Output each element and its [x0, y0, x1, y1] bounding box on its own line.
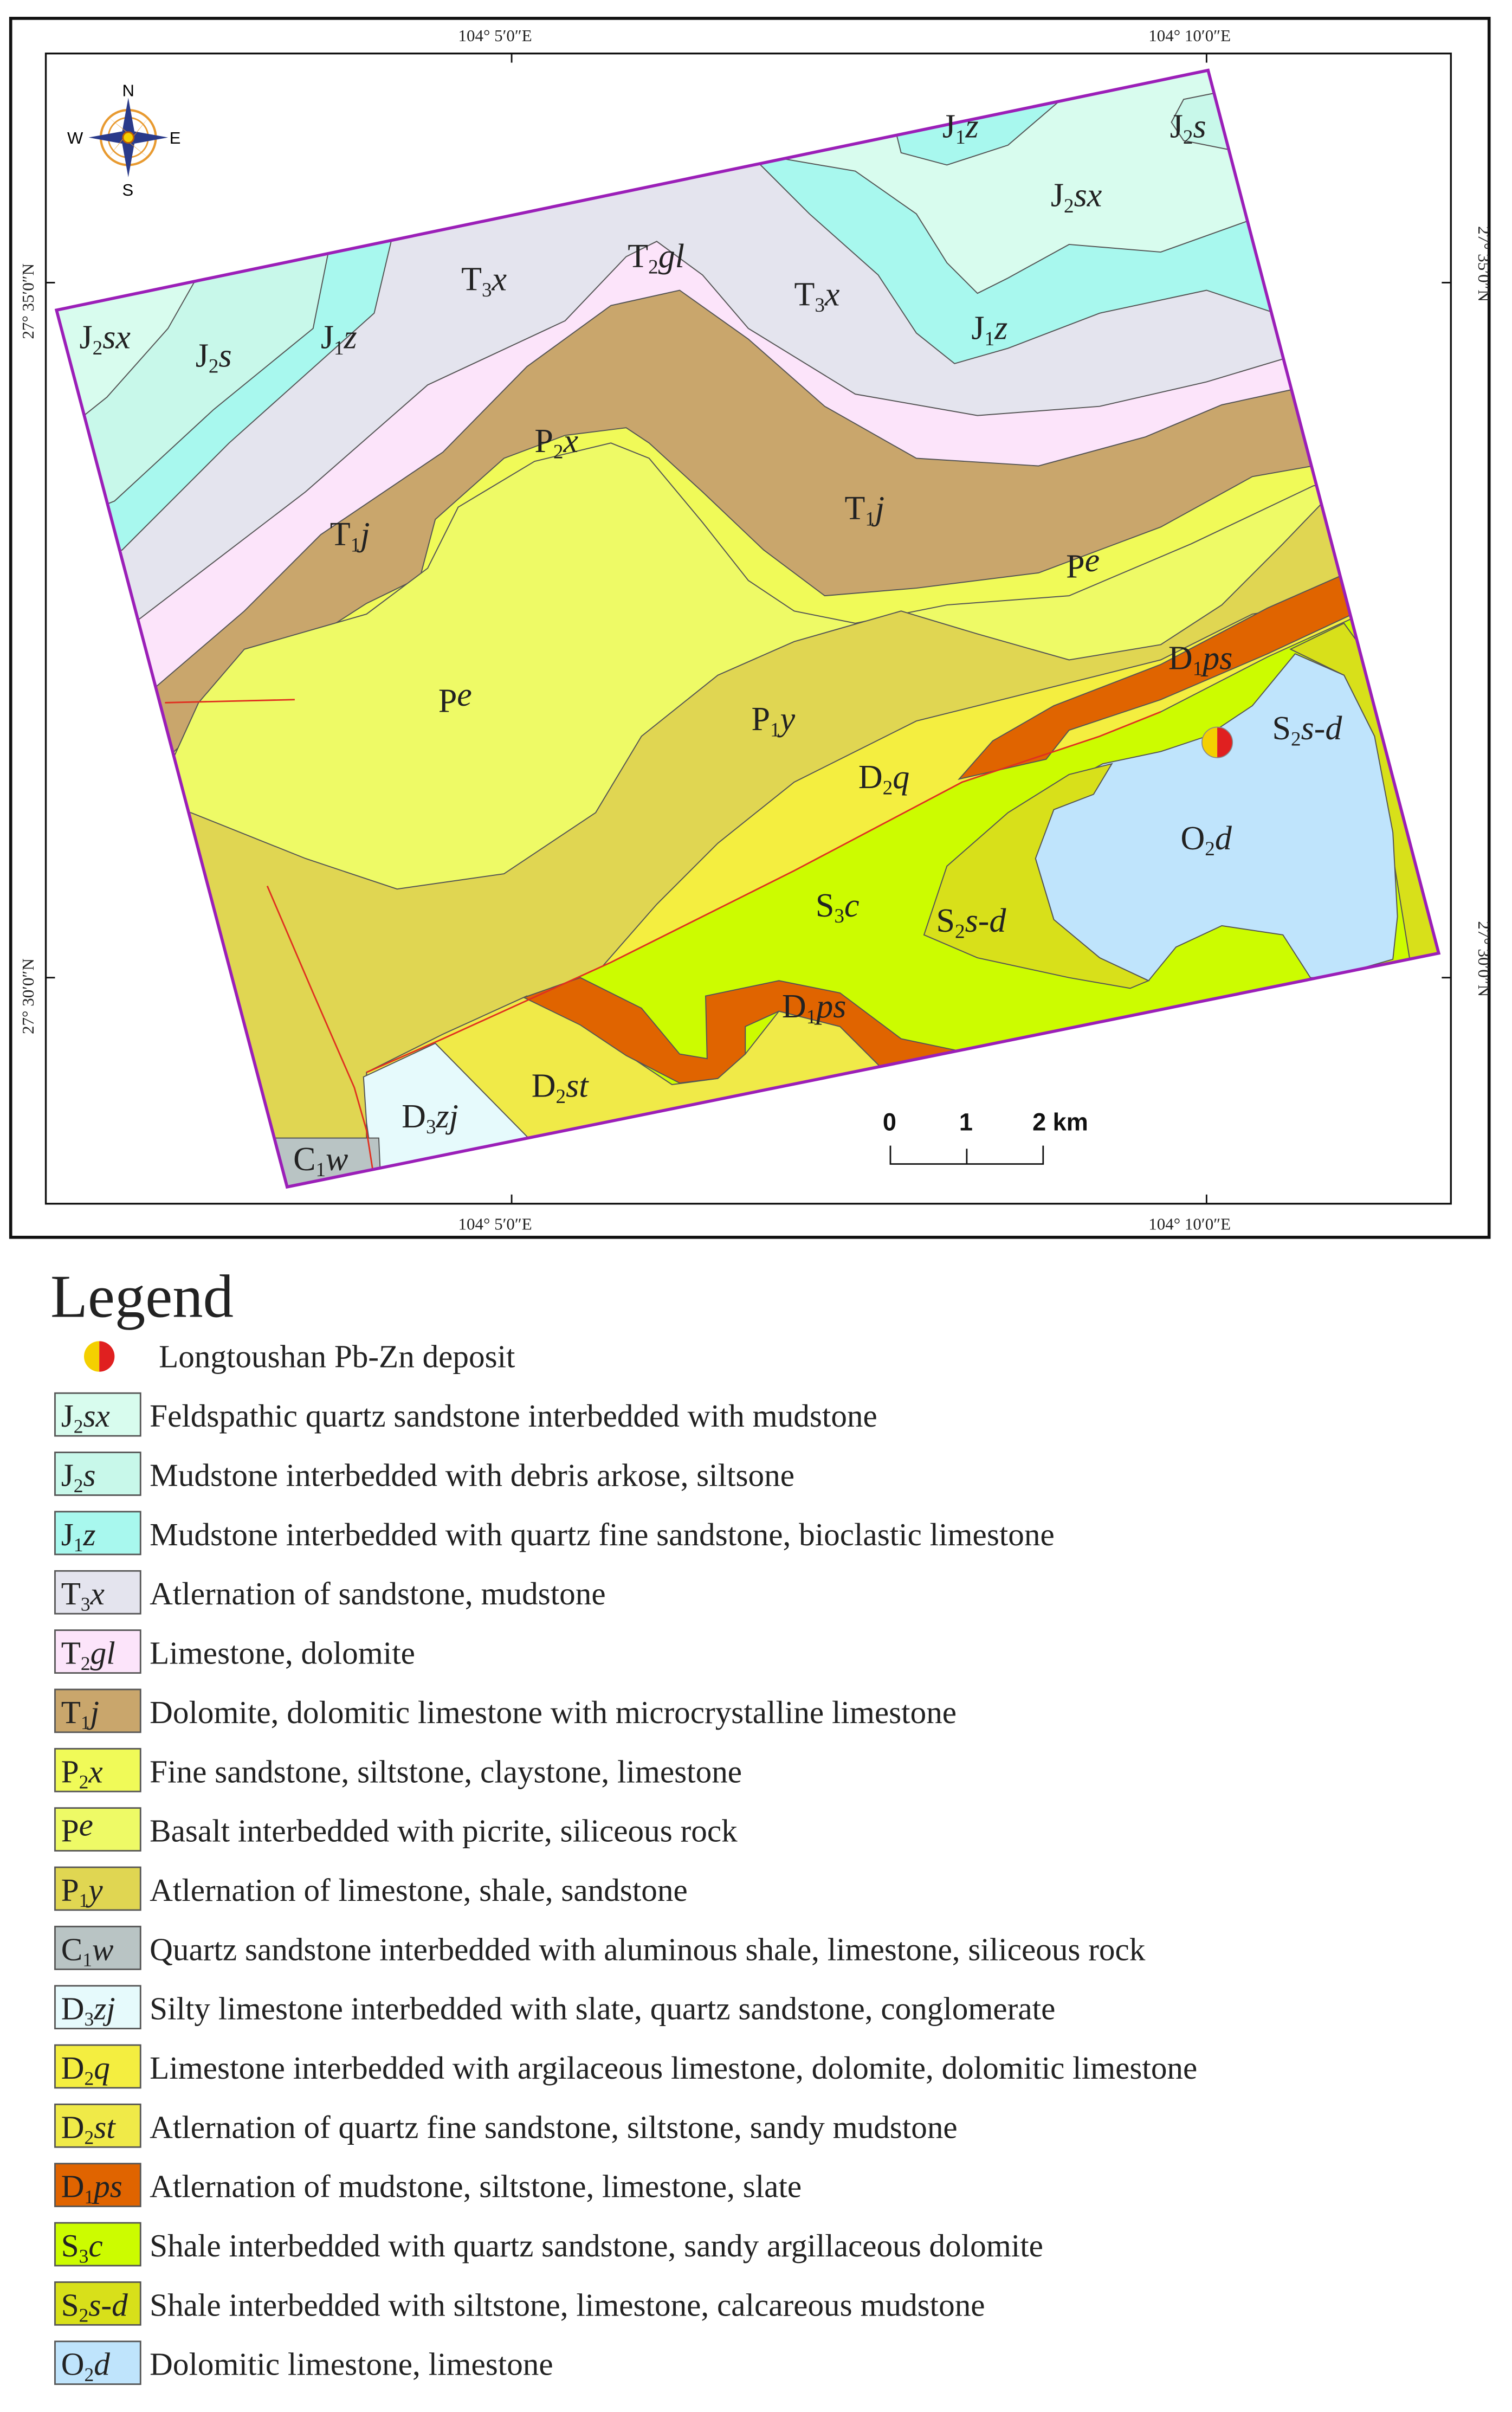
unit-label-subscript: 2: [1064, 195, 1074, 217]
legend-deposit-icon: [84, 1341, 114, 1371]
legend-code-suffix: w: [92, 1931, 114, 1968]
legend-code-subscript: 3: [80, 1593, 91, 1615]
legend-item: [55, 2164, 802, 2208]
unit-label-suffix: j: [875, 490, 885, 527]
legend-code-suffix: z: [83, 1516, 96, 1552]
legend-code-subscript: 2: [73, 1415, 83, 1437]
legend-description: Limestone interbedded with argilaceous limestone, dolomite, dolomitic limestone: [150, 2050, 1198, 2086]
legend-items: [55, 1393, 1197, 2385]
unit-label-suffix: c: [844, 887, 860, 924]
legend-code-suffix: ps: [94, 2168, 122, 2204]
legend-code-suffix: e: [79, 1807, 93, 1843]
lat-label-left-upper: 27° 35′0″N: [18, 263, 37, 339]
legend-code-suffix: x: [90, 1576, 105, 1612]
legend-description: Mudstone interbedded with debris arkose, siltsone: [150, 1457, 794, 1493]
scale-tick-0: 0: [882, 1108, 896, 1136]
unit-label-letter: J: [195, 337, 209, 375]
legend-item: [55, 1749, 742, 1792]
unit-label-subscript: 1: [333, 337, 344, 359]
legend-code-subscript: 2: [84, 2126, 94, 2149]
legend-title: Legend: [50, 1263, 234, 1331]
unit-label-subscript: 2: [553, 441, 564, 463]
legend-description: Limestone, dolomite: [150, 1635, 415, 1671]
legend-code-subscript: 3: [79, 2245, 89, 2267]
unit-label: [330, 516, 370, 556]
unit-label-subscript: 2: [208, 355, 219, 378]
legend-code-letter: D: [61, 2050, 85, 2086]
unit-label-subscript: 2: [555, 1085, 566, 1108]
legend-code-suffix: x: [88, 1753, 103, 1790]
unit-label-suffix: s-d: [1301, 710, 1342, 747]
legend-item: [55, 1689, 957, 1733]
unit-label-subscript: 1: [984, 327, 995, 350]
unit-label-suffix: sx: [1074, 177, 1102, 214]
unit-label-suffix: z: [994, 309, 1008, 347]
legend-item: [55, 1453, 794, 1497]
unit-label-letter: D: [402, 1098, 426, 1135]
unit-label-subscript: 1: [315, 1159, 326, 1182]
legend-item: [55, 2223, 1043, 2267]
deposit-marker-icon: [1202, 727, 1232, 758]
unit-label-letter: O: [1180, 820, 1205, 857]
unit-label-subscript: 3: [481, 279, 492, 301]
legend-code-subscript: 3: [84, 2008, 94, 2030]
legend-description: Quartz sandstone interbedded with aluminous shale, limestone, siliceous rock: [150, 1931, 1146, 1968]
unit-label-letter: D: [858, 759, 883, 796]
legend-code: [61, 2287, 128, 2326]
unit-label-suffix: q: [893, 759, 910, 796]
unit-label-suffix: ps: [816, 988, 847, 1025]
unit-label-suffix: y: [780, 701, 796, 738]
compass-w: W: [67, 128, 83, 147]
legend-code-letter: D: [61, 2168, 85, 2204]
legend-code-subscript: 1: [82, 1949, 92, 1971]
scale-tick-2km: 2 km: [1032, 1108, 1088, 1136]
unit-label-letter: J: [79, 319, 93, 356]
legend-deposit-label: Longtoushan Pb-Zn deposit: [159, 1338, 515, 1375]
legend-description: Shale interbedded with siltstone, limestone, calcareous mudstone: [150, 2287, 985, 2323]
unit-label-subscript: 3: [425, 1116, 436, 1139]
unit-label-suffix: x: [563, 423, 578, 460]
unit-label-letter: T: [628, 238, 649, 275]
legend-item: [55, 2104, 957, 2148]
unit-label: [438, 676, 472, 719]
unit-label-subscript: 3: [834, 905, 844, 928]
legend-code-letter: J: [61, 1398, 74, 1434]
legend-description: Atlernation of sandstone, mudstone: [150, 1576, 606, 1612]
unit-label-suffix: x: [492, 261, 507, 298]
unit-label-subscript: 1: [770, 719, 780, 741]
unit-label-letter: T: [844, 490, 865, 527]
lon-label-top-left: 104° 5′0″E: [458, 26, 532, 46]
unit-label-letter: C: [293, 1140, 316, 1178]
legend-code-suffix: c: [88, 2228, 103, 2264]
legend-code-letter: T: [61, 1576, 81, 1612]
lon-label-bottom-right: 104° 10′0″E: [1148, 1214, 1231, 1234]
legend-code-letter: P: [61, 1813, 79, 1849]
legend-code-subscript: 2: [84, 2067, 94, 2089]
unit-label-subscript: 1: [806, 1006, 817, 1029]
legend-code-suffix: sx: [83, 1398, 110, 1434]
unit-label: [80, 319, 131, 359]
legend-item: [55, 1630, 415, 1674]
unit-label-letter: D: [781, 988, 806, 1025]
legend-code-suffix: st: [94, 2109, 115, 2145]
legend-description: Mudstone interbedded with quartz fine sandstone, bioclastic limestone: [150, 1516, 1055, 1552]
unit-label-letter: T: [461, 261, 482, 298]
unit-label-suffix: s-d: [965, 902, 1006, 940]
unit-label-suffix: z: [344, 319, 357, 356]
unit-label-suffix: s: [218, 337, 232, 375]
unit-label-letter: D: [531, 1067, 556, 1105]
legend-item: [55, 1512, 1054, 1556]
legend-description: Silty limestone interbedded with slate, quartz sandstone, conglomerate: [150, 1990, 1056, 2027]
unit-label-subscript: 2: [1183, 126, 1193, 149]
legend-code-suffix: j: [90, 1694, 100, 1730]
legend-code-letter: P: [61, 1872, 79, 1908]
unit-label-subscript: 2: [1291, 728, 1301, 751]
unit-label-suffix: sx: [102, 319, 131, 356]
unit-label-letter: D: [1168, 640, 1193, 677]
legend-item: [55, 1571, 605, 1615]
legend-code: [61, 1694, 99, 1733]
compass-e: E: [169, 128, 181, 147]
unit-label-letter: S: [1272, 710, 1291, 747]
unit-label-suffix: e: [1084, 542, 1100, 579]
unit-label-letter: S: [936, 902, 955, 940]
legend-code-letter: O: [61, 2346, 85, 2382]
legend-code-subscript: 2: [80, 1652, 91, 1674]
unit-label-suffix: d: [1214, 820, 1232, 857]
legend-code-letter: C: [61, 1931, 83, 1968]
legend-code-letter: D: [61, 2109, 85, 2145]
legend-code-subscript: 2: [73, 1474, 83, 1497]
unit-label-letter: J: [971, 309, 985, 347]
legend-code-letter: J: [61, 1457, 74, 1493]
compass-s: S: [122, 180, 134, 199]
legend-item: [55, 1393, 877, 1437]
legend-code-letter: P: [61, 1753, 79, 1790]
unit-label-suffix: ps: [1203, 640, 1233, 677]
unit-label-letter: P: [751, 701, 771, 738]
unit-label: [936, 902, 1007, 943]
unit-label-subscript: 1: [865, 508, 875, 531]
legend-code-subscript: 2: [84, 2364, 94, 2386]
unit-label-subscript: 2: [92, 337, 103, 359]
legend-description: Dolomitic limestone, limestone: [150, 2346, 553, 2382]
legend-description: Fine sandstone, siltstone, claystone, limestone: [150, 1753, 742, 1790]
legend-item: [55, 1986, 1055, 2030]
lat-label-left-lower: 27° 30′0″N: [18, 958, 37, 1034]
unit-label-letter: J: [942, 108, 955, 145]
unit-label-letter: P: [534, 423, 553, 460]
legend-code-suffix: s-d: [88, 2287, 128, 2323]
legend-code-letter: S: [61, 2228, 79, 2264]
unit-label-subscript: 1: [350, 534, 361, 557]
lon-label-top-right: 104° 10′0″E: [1148, 26, 1231, 46]
unit-label-letter: P: [438, 682, 457, 720]
legend-description: Feldspathic quartz sandstone interbedded with mudstone: [150, 1398, 877, 1434]
unit-label: [1051, 177, 1102, 217]
legend-code-subscript: 2: [79, 2304, 89, 2326]
unit-label-suffix: w: [326, 1140, 348, 1178]
unit-label-letter: J: [1050, 177, 1064, 214]
unit-label: [1066, 542, 1100, 585]
legend-item: [55, 2282, 985, 2326]
unit-label-suffix: s: [1193, 108, 1206, 145]
legend-code-subscript: 2: [79, 1771, 89, 1793]
unit-label-letter: T: [329, 516, 351, 553]
unit-label-suffix: zj: [436, 1098, 458, 1135]
unit-label: [1272, 710, 1343, 750]
legend-code: [61, 1398, 110, 1437]
legend-code-suffix: zj: [94, 1990, 115, 2027]
unit-label-letter: T: [794, 276, 815, 313]
unit-label-letter: S: [815, 887, 835, 924]
legend-code-letter: D: [61, 1990, 85, 2027]
legend-code-subscript: 1: [80, 1712, 91, 1734]
lat-label-right-lower: 27° 30′0″N: [1475, 921, 1494, 997]
unit-label-suffix: j: [360, 516, 370, 553]
legend-code-suffix: y: [88, 1872, 103, 1908]
unit-label-suffix: x: [824, 276, 840, 313]
legend-code-subscript: 1: [84, 2185, 94, 2208]
legend-item: [55, 1807, 738, 1850]
legend-code-letter: S: [61, 2287, 79, 2323]
unit-label-suffix: gl: [658, 238, 684, 275]
unit-label-subscript: 1: [1192, 657, 1203, 680]
legend-code-suffix: gl: [90, 1635, 115, 1671]
legend-code-letter: T: [61, 1635, 81, 1671]
legend-description: Atlernation of limestone, shale, sandstone: [150, 1872, 688, 1908]
unit-label: [844, 490, 884, 530]
legend-code-letter: J: [61, 1516, 74, 1552]
unit-label-subscript: 2: [955, 920, 965, 943]
scale-tick-1: 1: [959, 1108, 973, 1136]
legend-item: [55, 2342, 553, 2385]
legend-code: [61, 1807, 93, 1848]
unit-label-suffix: st: [566, 1067, 589, 1105]
unit-label-subscript: 1: [955, 126, 966, 149]
legend-description: Atlernation of mudstone, siltstone, limestone, slate: [150, 2168, 802, 2204]
legend-code-subscript: 1: [79, 1889, 89, 1912]
legend-code-letter: T: [61, 1694, 81, 1730]
legend-description: Dolomite, dolomitic limestone with microcrystalline limestone: [150, 1694, 957, 1730]
unit-label-suffix: z: [965, 108, 979, 145]
compass-n: N: [122, 81, 134, 100]
legend-code-suffix: d: [94, 2346, 110, 2382]
legend-description: Shale interbedded with quartz sandstone, sandy argillaceous dolomite: [150, 2228, 1043, 2264]
unit-label-subscript: 2: [1205, 838, 1215, 861]
legend-code-suffix: q: [94, 2050, 110, 2086]
unit-label-letter: J: [320, 319, 334, 356]
legend-item: [55, 2045, 1197, 2089]
legend-code-suffix: s: [83, 1457, 96, 1493]
legend-item: [55, 1926, 1145, 1970]
unit-label-letter: J: [1169, 108, 1183, 145]
lat-label-right-upper: 27° 35′0″N: [1475, 226, 1494, 302]
legend-description: Basalt interbedded with picrite, siliceous rock: [150, 1813, 738, 1849]
unit-label-subscript: 2: [648, 256, 658, 279]
unit-label-subscript: 2: [882, 777, 893, 799]
unit-label-letter: P: [1066, 548, 1085, 585]
unit-label-suffix: e: [457, 676, 472, 714]
lon-label-bottom-left: 104° 5′0″E: [458, 1214, 532, 1234]
legend-item: [55, 1867, 687, 1911]
legend-description: Atlernation of quartz fine sandstone, siltstone, sandy mudstone: [150, 2109, 958, 2145]
legend-code-subscript: 1: [73, 1534, 83, 1556]
unit-label-subscript: 3: [815, 294, 825, 317]
